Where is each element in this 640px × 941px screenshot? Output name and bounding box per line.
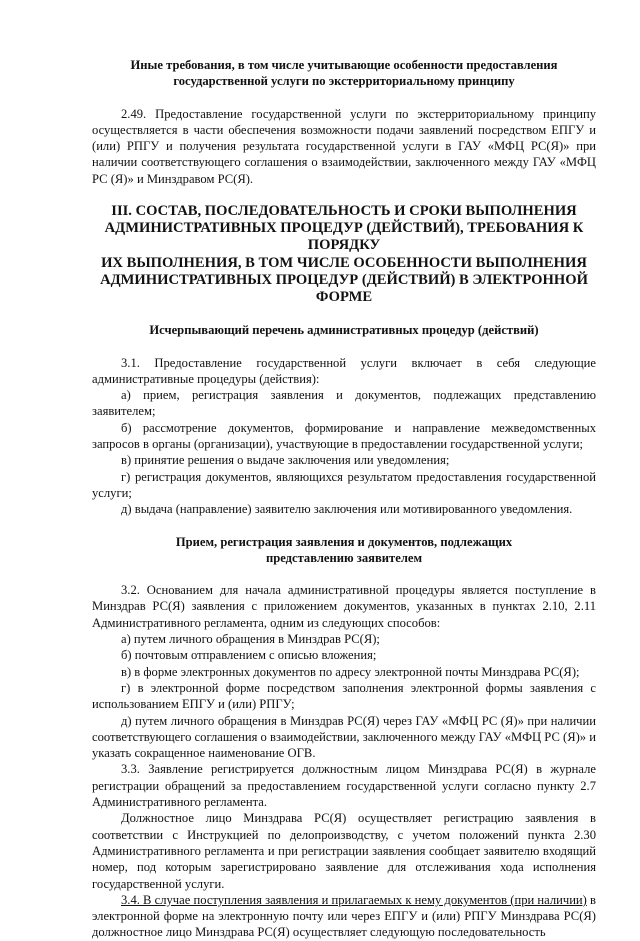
list-item: д) выдача (направление) заявителю заключения или мотивированного уведомления. [121, 502, 573, 517]
heading-line: Иные требования, в том числе учитывающие особенности предоставления [130, 58, 558, 72]
paragraph-3-4 [92, 892, 596, 941]
heading-line: Прием, регистрация заявления и документов, подлежащих [175, 534, 513, 549]
heading-line: государственной услуги по экстерриториальному принципу [173, 74, 515, 89]
list-item: г) регистрация документов, являющихся результатом предоставления государственной услуги; [92, 469, 596, 500]
list-item: а) путем личного обращения в Минздрав РС(Я); [121, 632, 380, 647]
paragraph-3-3-registration: Должностное лицо Минздрава РС(Я) осуществляет регистрацию заявления в соответствии с Инструкцией по делопроизводству, с учетом положений пункта 2.30 Административного регламента и при регистрации заявления сообщает заявителю входящий номер, под которым зарегистрировано заявление для отслеживания хода исполнения государственной услуги. [92, 811, 596, 891]
list-item: в) принятие решения о выдаче заключения или уведомления; [121, 453, 450, 468]
paragraph-text: в электронной форме на электронную почту или через ЕПГУ и (или) РПГУ Минздрава РС(Я) должностное лицо Минздрава РС(Я) осуществляет следующую последовательность [92, 892, 596, 940]
list-item: в) в форме электронных документов по адресу электронной почты Минздрава РС(Я); [121, 664, 580, 679]
paragraph-3-3: 3.3. Заявление регистрируется должностным лицом Минздрава РС(Я) в журнале регистрации обращений за предоставлением государственной услуги согласно пункту 2.7 Административного регламента. [92, 762, 596, 810]
list-item: г) в электронной форме посредством заполнения электронной формы заявления с использованием ЕПГУ и (или) РПГУ; [92, 680, 596, 712]
list-item: а) прием, регистрация заявления и документов, подлежащих представлению заявителем; [92, 388, 596, 419]
section-title-line: ИХ ВЫПОЛНЕНИЯ, В ТОМ ЧИСЛЕ ОСОБЕННОСТИ ВЫПОЛНЕНИЯ [101, 254, 587, 271]
paragraph-2-49: 2.49. Предоставление государственной услуги по экстерриториальному принципу осуществляется в части обеспечения возможности подачи заявлений посредством ЕПГУ и (или) РПГУ и получения результата государственной услуги в ГАУ «МФЦ РС(Я)» при наличии соответствующего соглашения о взаимодействии, заключенного между ГАУ «МФЦ РС (Я)» и Минздравом РС(Я). [92, 106, 596, 186]
heading-reception [92, 534, 596, 567]
list-item: б) почтовым отправлением с описью вложения; [121, 648, 377, 663]
paragraph-3-1: 3.1. Предоставление государственной услуги включает в себя следующие административные процедуры (действия): [92, 355, 596, 386]
heading-other-requirements [92, 57, 596, 90]
section-title-line: АДМИНИСТРАТИВНЫХ ПРОЦЕДУР (ДЕЙСТВИЙ) В ЭЛЕКТРОННОЙ ФОРМЕ [100, 271, 588, 306]
paragraph-3-2: 3.2. Основанием для начала административной процедуры является поступление в Минздрав РС(Я) заявления с приложением документов, указанных в пунктах 2.10, 2.11 Административного регламента, одним из следующих способов: [92, 583, 596, 630]
section-title-line: III. СОСТАВ, ПОСЛЕДОВАТЕЛЬНОСТЬ И СРОКИ ВЫПОЛНЕНИЯ [111, 203, 577, 220]
list-item: д) путем личного обращения в Минздрав РС(Я) через ГАУ «МФЦ РС (Я)» при наличии соответствующего соглашения о взаимодействии, заключенного между ГАУ «МФЦ РС (Я)» и указать сокращенное наименование ОГВ. [92, 713, 596, 761]
heading-procedure-list: Исчерпывающий перечень административных процедур (действий) [149, 323, 539, 338]
section-title-line: АДМИНИСТРАТИВНЫХ ПРОЦЕДУР (ДЕЙСТВИЙ), ТРЕБОВАНИЯ К ПОРЯДКУ [104, 220, 584, 254]
heading-line: представлению заявителем [265, 550, 423, 565]
list-item: б) рассмотрение документов, формирование и направление межведомственных запросов в органы (организации), участвующие в предоставлении государственной услуги; [92, 420, 596, 452]
section-3-title [92, 203, 596, 306]
underlined-text: 3.4. В случае поступления заявления и прилагаемых к нему документов (при наличии) [121, 892, 587, 907]
